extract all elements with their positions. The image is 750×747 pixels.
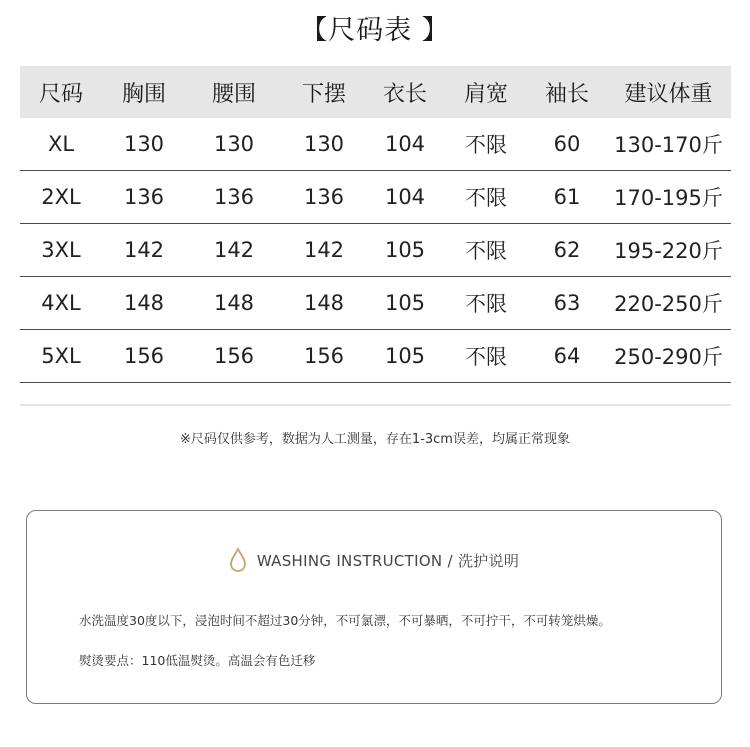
table-row bbox=[20, 330, 731, 383]
cell-chest: 148 bbox=[102, 277, 186, 330]
cell-weight: 195-220斤 bbox=[606, 224, 731, 277]
cell-weight: 170-195斤 bbox=[606, 171, 731, 224]
section-divider bbox=[20, 404, 731, 406]
washing-title: WASHING INSTRUCTION / 洗护说明 bbox=[256, 551, 520, 570]
cell-length: 104 bbox=[366, 118, 444, 171]
cell-shoulder: 不限 bbox=[444, 224, 528, 277]
cell-sleeve: 63 bbox=[528, 277, 606, 330]
cell-shoulder: 不限 bbox=[444, 118, 528, 171]
cell-chest: 136 bbox=[102, 171, 186, 224]
cell-size: 4XL bbox=[20, 277, 102, 330]
ironing-instruction-text: 熨烫要点：110低温熨烫。高温会有色迁移 bbox=[79, 653, 316, 668]
cell-hem: 130 bbox=[282, 118, 366, 171]
cell-shoulder: 不限 bbox=[444, 330, 528, 383]
cell-waist: 136 bbox=[186, 171, 282, 224]
washing-instruction-text: 水洗温度30度以下，浸泡时间不超过30分钟，不可氯漂，不可暴晒，不可拧干，不可转笼烘燥。 bbox=[79, 613, 611, 628]
table-row bbox=[20, 277, 731, 330]
cell-weight: 250-290斤 bbox=[606, 330, 731, 383]
header-sleeve: 袖长 bbox=[528, 66, 606, 118]
cell-hem: 142 bbox=[282, 224, 366, 277]
cell-weight: 220-250斤 bbox=[606, 277, 731, 330]
cell-shoulder: 不限 bbox=[444, 171, 528, 224]
cell-waist: 130 bbox=[186, 118, 282, 171]
cell-hem: 148 bbox=[282, 277, 366, 330]
table-row bbox=[20, 118, 731, 171]
cell-hem: 136 bbox=[282, 171, 366, 224]
header-waist: 腰围 bbox=[186, 66, 282, 118]
table-row bbox=[20, 171, 731, 224]
cell-sleeve: 62 bbox=[528, 224, 606, 277]
cell-sleeve: 60 bbox=[528, 118, 606, 171]
header-chest: 胸围 bbox=[102, 66, 186, 118]
cell-hem: 156 bbox=[282, 330, 366, 383]
washing-header bbox=[27, 547, 721, 573]
header-shoulder: 肩宽 bbox=[444, 66, 528, 118]
washing-instruction-box bbox=[26, 510, 722, 704]
cell-sleeve: 64 bbox=[528, 330, 606, 383]
measurement-note: ※尺码仅供参考，数据为人工测量，存在1-3cm误差，均属正常现象 bbox=[180, 432, 570, 447]
cell-waist: 156 bbox=[186, 330, 282, 383]
cell-chest: 142 bbox=[102, 224, 186, 277]
cell-weight: 130-170斤 bbox=[606, 118, 731, 171]
table-header-row bbox=[20, 66, 731, 118]
cell-length: 104 bbox=[366, 171, 444, 224]
cell-waist: 148 bbox=[186, 277, 282, 330]
cell-length: 105 bbox=[366, 277, 444, 330]
header-length: 衣长 bbox=[366, 66, 444, 118]
water-drop-icon bbox=[229, 547, 247, 573]
cell-size: 2XL bbox=[20, 171, 102, 224]
size-chart-table bbox=[20, 66, 731, 383]
table-row bbox=[20, 224, 731, 277]
cell-size: 5XL bbox=[20, 330, 102, 383]
cell-size: XL bbox=[20, 118, 102, 171]
page-title: 【尺码表 】 bbox=[300, 15, 450, 46]
cell-chest: 156 bbox=[102, 330, 186, 383]
cell-shoulder: 不限 bbox=[444, 277, 528, 330]
cell-waist: 142 bbox=[186, 224, 282, 277]
cell-chest: 130 bbox=[102, 118, 186, 171]
cell-sleeve: 61 bbox=[528, 171, 606, 224]
cell-length: 105 bbox=[366, 330, 444, 383]
header-hem: 下摆 bbox=[282, 66, 366, 118]
cell-size: 3XL bbox=[20, 224, 102, 277]
header-weight: 建议体重 bbox=[606, 66, 731, 118]
header-size: 尺码 bbox=[20, 66, 102, 118]
cell-length: 105 bbox=[366, 224, 444, 277]
